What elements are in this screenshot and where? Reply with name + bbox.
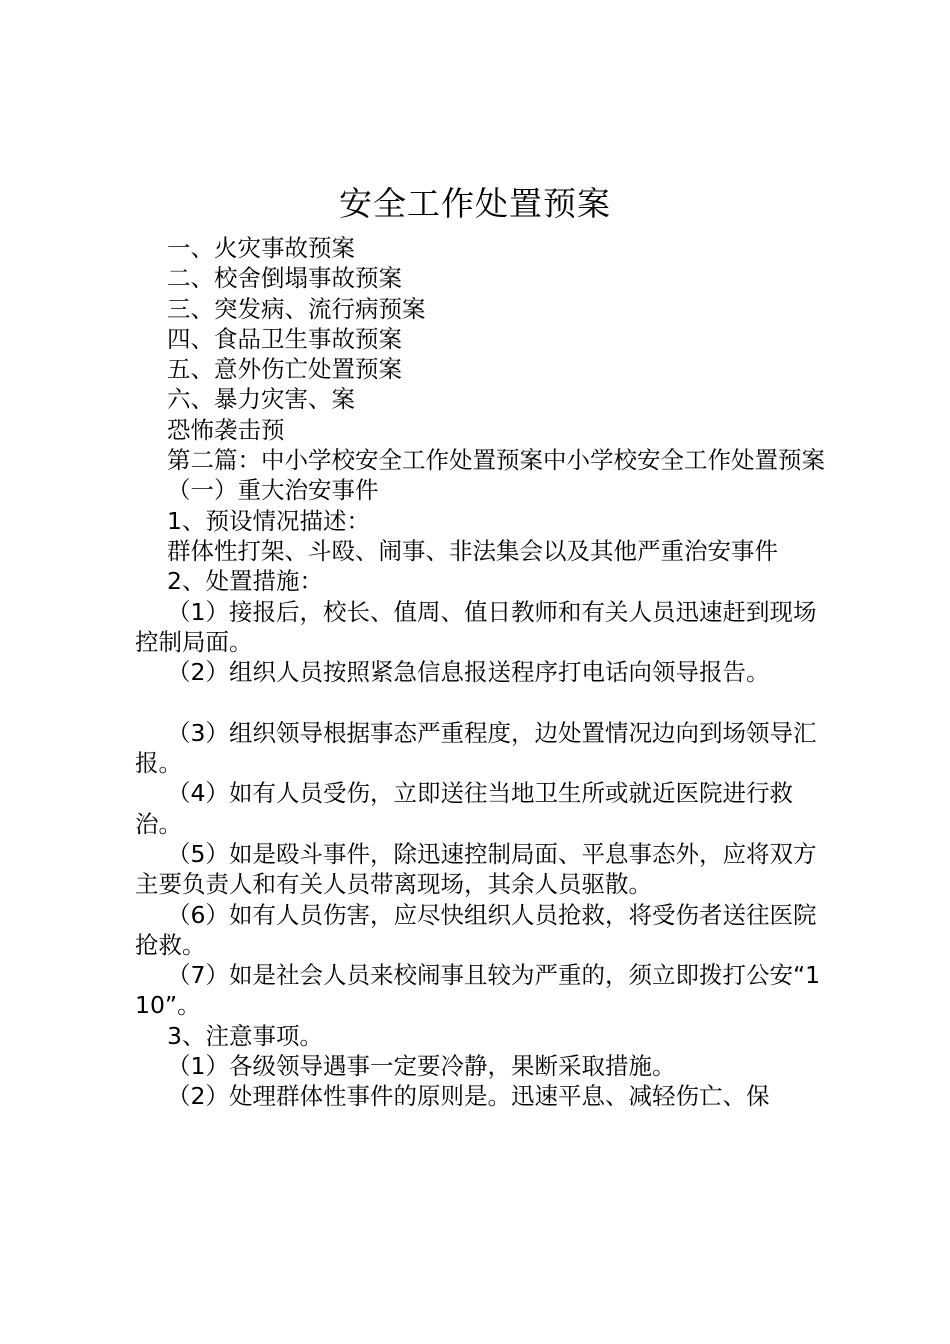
measure-2: （2）组织人员按照紧急信息报送程序打电话向领导报告。 — [167, 658, 770, 687]
toc-item-4: 四、食品卫生事故预案 — [167, 324, 402, 353]
note-2: （2）处理群体性事件的原则是。迅速平息、减轻伤亡、保 — [167, 1082, 770, 1111]
document-title: 安全工作处置预案 — [339, 184, 611, 223]
toc-item-5: 五、意外伤亡处置预案 — [167, 355, 402, 384]
toc-item-1: 一、火灾事故预案 — [167, 234, 355, 262]
toc-item-7: 恐怖袭击预 — [167, 415, 285, 444]
item3-heading: 3、注意事项。 — [167, 1021, 323, 1050]
measure-3: （3）组织领导根据事态严重程度，边处置情况边向到场领导汇报。 — [135, 718, 817, 778]
note-1: （1）各级领导遇事一定要冷静，果断采取措施。 — [167, 1052, 676, 1081]
chapter-heading: 第二篇：中小学校安全工作处置预案中小学校安全工作处置预案 — [167, 446, 825, 475]
toc-item-3: 三、突发病、流行病预案 — [167, 294, 426, 323]
measure-7: （7）如是社会人员来校闹事且较为严重的，须立即拨打公安“110”。 — [135, 961, 821, 1020]
toc-item-2: 二、校舍倒塌事故预案 — [167, 264, 402, 293]
item2-heading: 2、处置措施： — [167, 567, 323, 596]
measure-6: （6）如有人员伤害，应尽快组织人员抢救，将受伤者送往医院抢救。 — [135, 900, 817, 959]
measure-1: （1）接报后，校长、值周、值日教师和有关人员迅速赶到现场控制局面。 — [135, 597, 817, 656]
blank-line — [135, 687, 825, 717]
measure-5: （5）如是殴斗事件，除迅速控制局面、平息事态外，应将双方主要负责人和有关人员带离现场，其余人员驱散。 — [135, 839, 817, 899]
item1-text: 群体性打架、斗殴、闹事、非法集会以及其他严重治安事件 — [167, 536, 778, 565]
item1-heading: 1、预设情况描述： — [167, 506, 370, 535]
toc-item-6: 六、暴力灾害、案 — [167, 385, 355, 414]
section-heading: （一）重大治安事件 — [167, 476, 379, 505]
measure-4: （4）如有人员受伤，立即送往当地卫生所或就近医院进行救治。 — [135, 779, 793, 838]
document-body — [135, 233, 825, 1112]
